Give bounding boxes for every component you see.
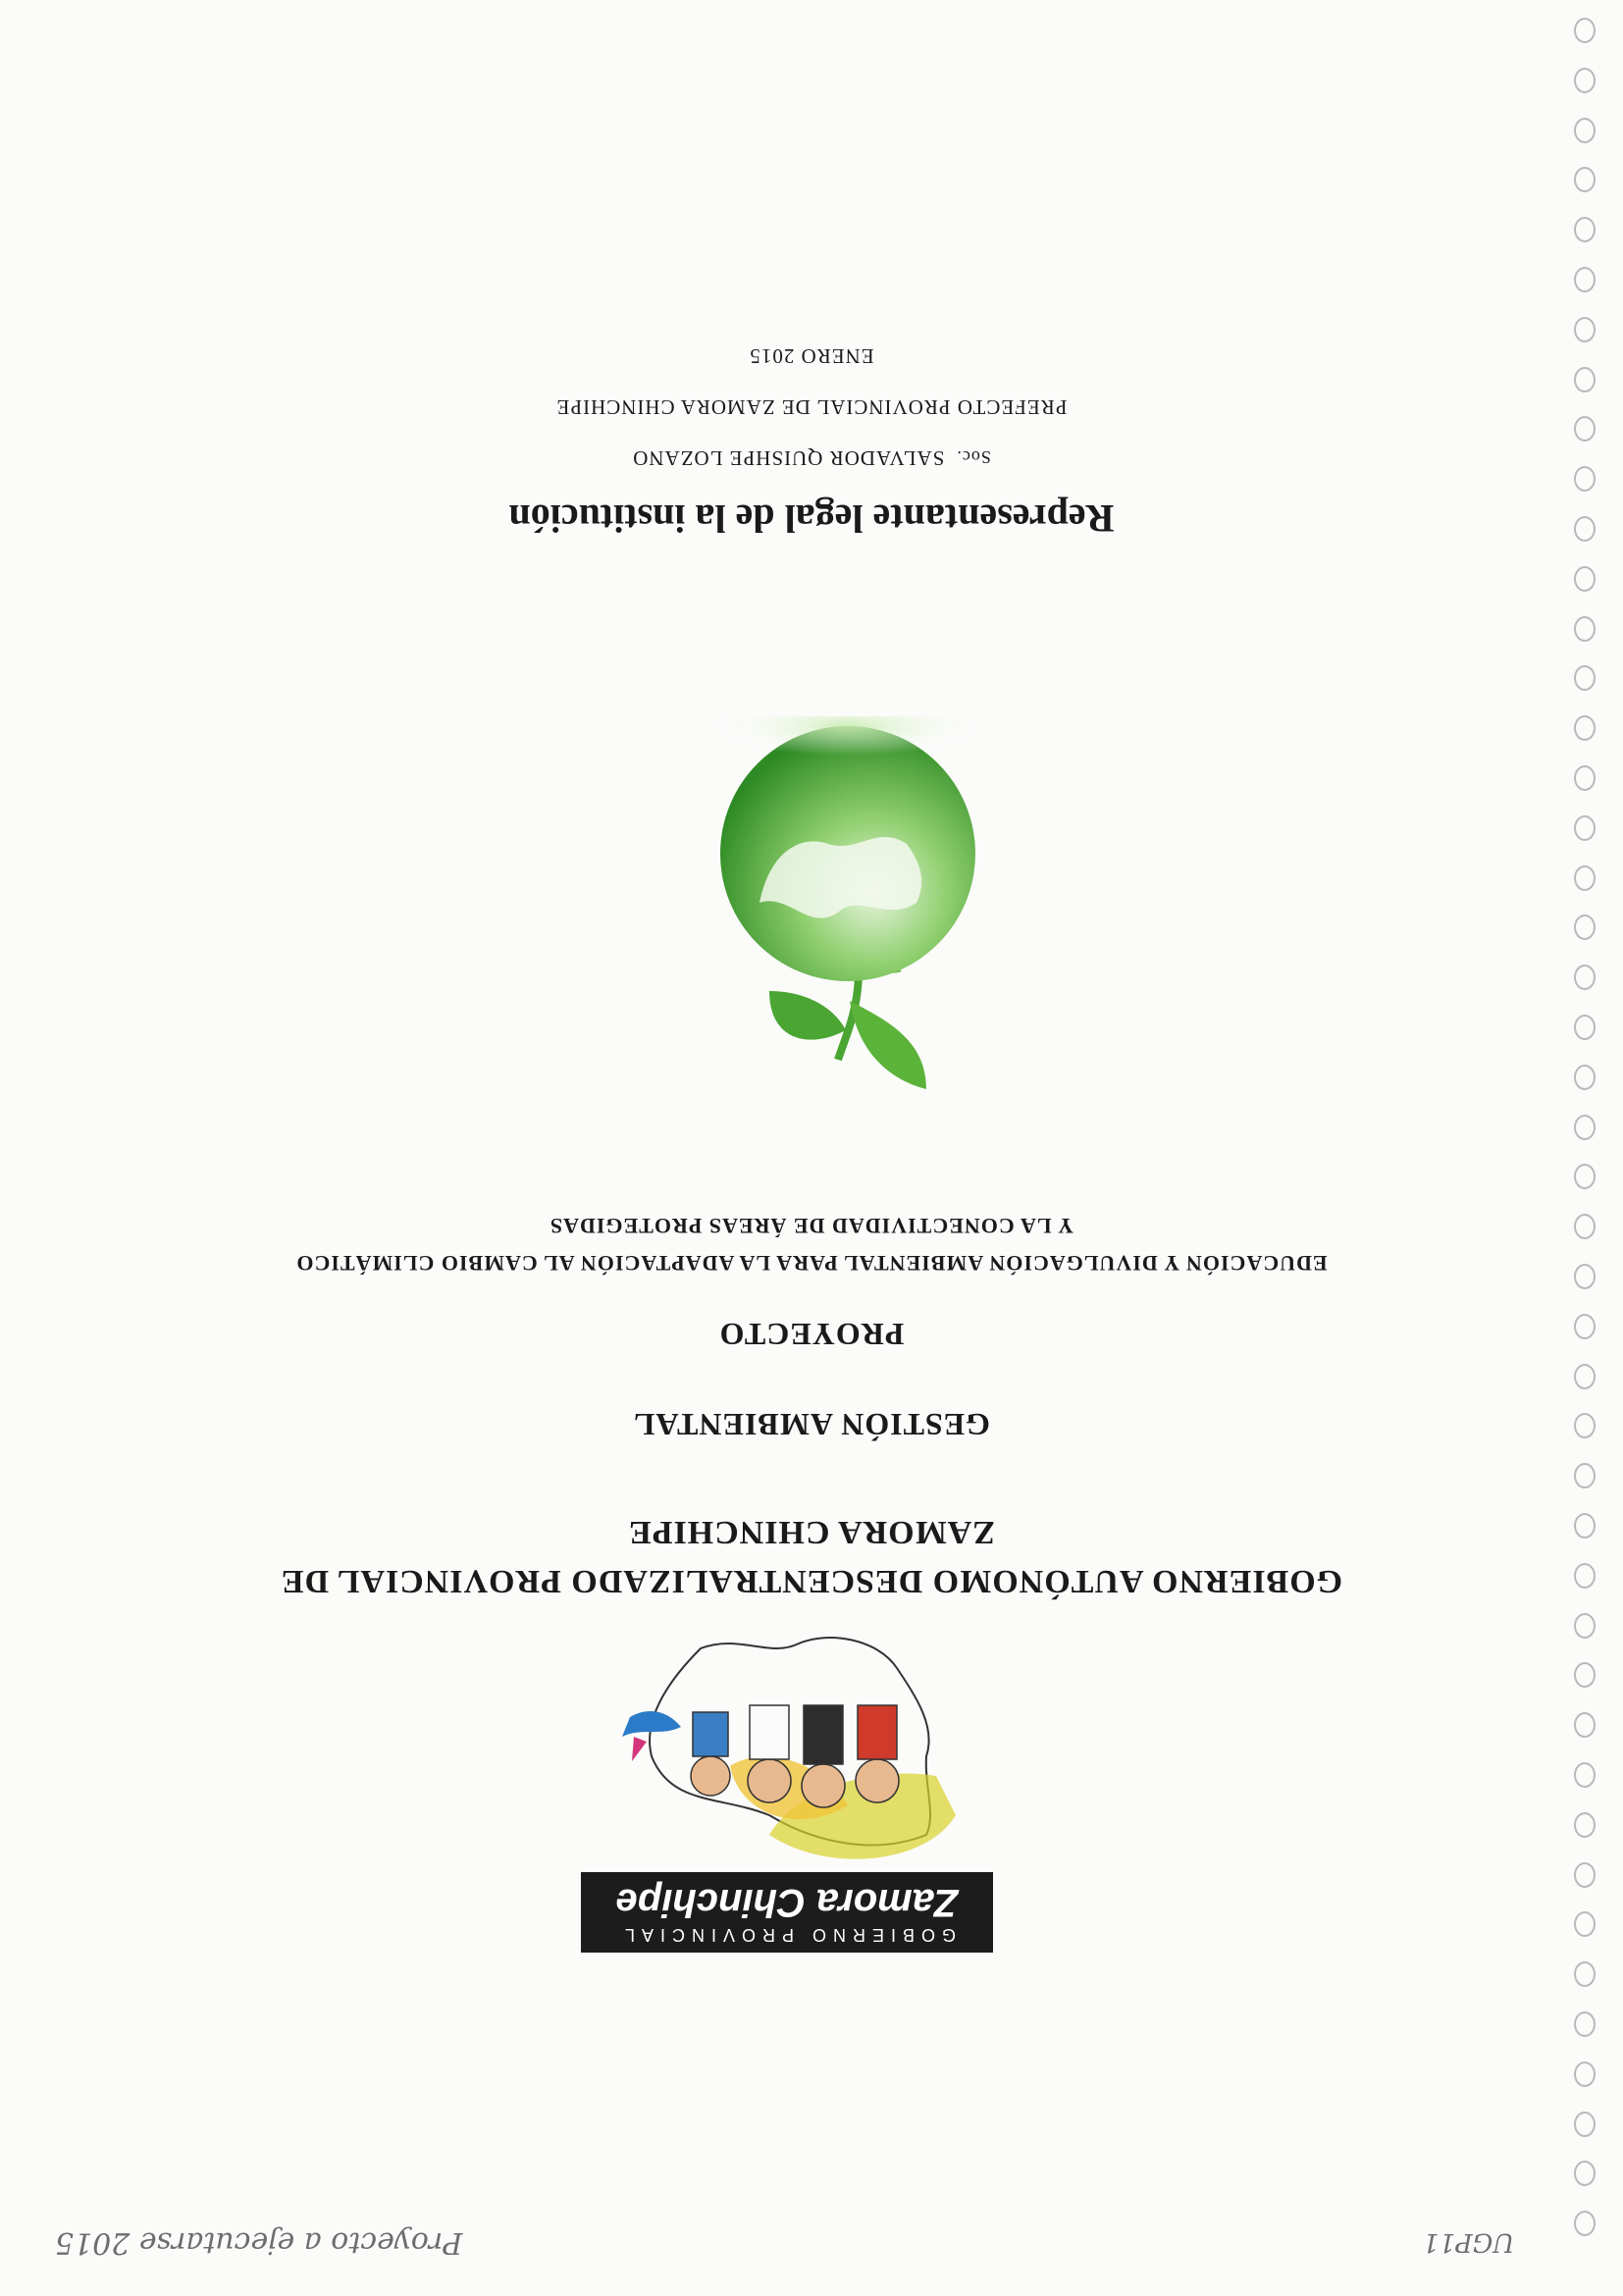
project-description: [0, 1207, 1623, 1281]
project-line2: Y LA CONECTIVIDAD DE ÁREAS PROTEGIDAS: [549, 1214, 1074, 1238]
handwritten-note: Proyecto a ejecutarse 2015: [55, 2225, 463, 2260]
representative-heading: Representante legal de la institución: [508, 496, 1115, 541]
representative-role: PREFECTO PROVINCIAL DE ZAMORA CHINCHIPE: [555, 395, 1068, 419]
representative-name-line: [0, 443, 1623, 473]
institution-title: [0, 1507, 1623, 1605]
title-line2: ZAMORA CHINCHIPE: [628, 1514, 995, 1550]
logo-banner: [581, 1872, 993, 1953]
green-globe-image: [701, 716, 995, 1148]
logo-illustration: [573, 1629, 995, 1874]
representative-name: SALVADOR QUISHPE LOZANO: [632, 446, 945, 470]
document-date: ENERO 2015: [749, 344, 874, 368]
project-label: PROYECTO: [718, 1317, 905, 1352]
representative-prefix: Soc.: [956, 447, 991, 467]
section-heading: GESTIÓN AMBIENTAL: [632, 1407, 991, 1442]
project-line1: EDUCACIÓN Y DIVULGACIÓN AMBIENTAL PARA LA ADAPTACIÓN AL CAMBIO CLIMÁTICO: [295, 1251, 1328, 1276]
provincial-logo: [573, 1629, 995, 1953]
logo-line1: GOBIERNO PROVINCIAL: [617, 1925, 957, 1945]
handwritten-code: UGP11: [1423, 2227, 1515, 2257]
title-line1: GOBIERNO AUTÓNOMO DESCENTRALIZADO PROVINCIAL DE: [280, 1563, 1343, 1599]
logo-line2: Zamora Chinchipe: [615, 1881, 959, 1924]
